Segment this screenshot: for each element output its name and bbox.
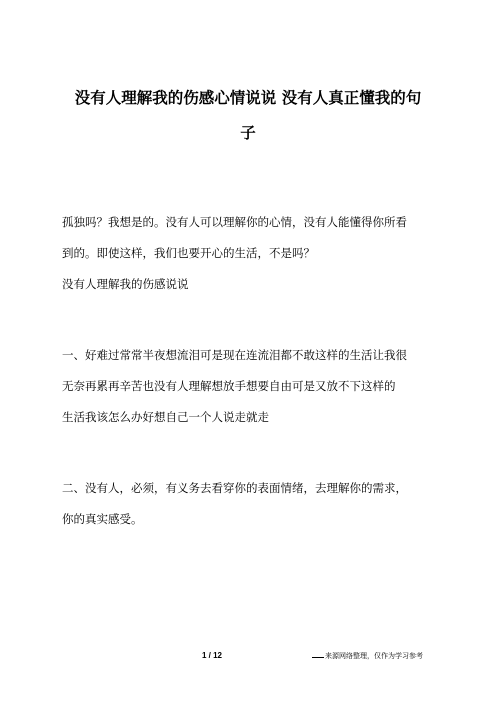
source-note-text: 来源网络整理，仅作为学习参考	[325, 652, 423, 660]
paragraph-line: 生活我该怎么办好想自己一个人说走就走	[62, 410, 269, 424]
paragraph-line: 无奈再累再辛苦也没有人理解想放手想要自由可是又放不下这样的	[62, 379, 396, 393]
section-heading: 没有人理解我的伤感说说	[62, 277, 189, 291]
paragraph-line: 一、好难过常常半夜想流泪可是现在连流泪都不敢这样的生活让我很	[62, 348, 407, 362]
paragraph-line: 二、没有人，必须，有义务去看穿你的表面情绪，去理解你的需求，	[62, 481, 407, 495]
document-title-line-1: 没有人理解我的伤感心情说说 没有人真正懂我的句	[74, 89, 422, 107]
paragraph-line: 你的真实感受。	[62, 512, 143, 526]
paragraph-line: 孤独吗？我想是的。没有人可以理解你的心情，没有人能懂得你所看	[62, 215, 407, 229]
paragraph-line: 到的。即使这样，我们也要开心的生活，不是吗？	[62, 246, 315, 260]
page-number: 1 / 12	[201, 651, 222, 660]
underline-rule	[312, 657, 324, 658]
document-title-line-2: 子	[240, 124, 256, 142]
source-note	[312, 651, 423, 661]
